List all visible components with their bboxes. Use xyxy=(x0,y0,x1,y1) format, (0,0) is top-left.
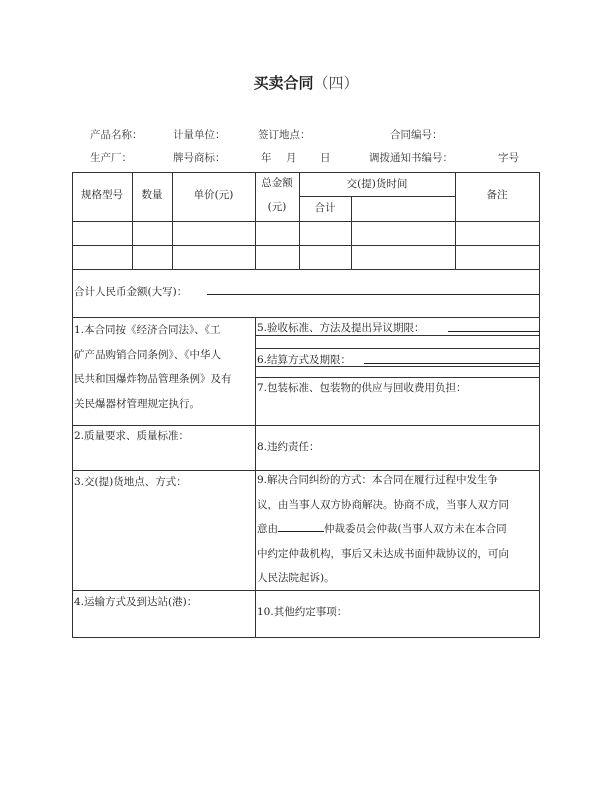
clause-9-line: 中约定仲裁机构，事后又未达成书面仲裁协议的，可向 xyxy=(257,547,509,560)
header-bottom-line xyxy=(72,221,539,222)
clause-5: 5.验收标准、方法及提出异议期限： xyxy=(257,322,425,334)
header-quantity: 数量 xyxy=(141,189,163,201)
clause-6: 6.结算方式及期限： xyxy=(257,354,352,366)
total-rmb-label: 合计人民币金额(大写)： xyxy=(74,286,188,298)
brand-label: 牌号商标： xyxy=(173,152,226,164)
unit-label: 计量单位： xyxy=(173,129,226,141)
clause-1-line: 矿产品购销合同条例》、《中华人 xyxy=(74,348,221,361)
clause-9-text: 意由 xyxy=(257,523,278,535)
clause-8: 8.违约责任： xyxy=(257,441,320,453)
word-no-label: 字号 xyxy=(498,152,519,164)
clause-6-field[interactable] xyxy=(364,363,539,364)
clause-7: 7.包装标准、包装物的供应与回收费用负担： xyxy=(257,382,467,394)
clause-9-line xyxy=(257,517,509,542)
clause-9-line: 9.解决合同纠纷的方式：本合同在履行过程中发生争 xyxy=(257,474,499,486)
header-delivery-time: 交(提)货时间 xyxy=(346,178,408,190)
clause-divider xyxy=(255,317,256,637)
table-border-top xyxy=(72,172,539,173)
header-subtotal: 合计 xyxy=(314,202,336,214)
clause-9 xyxy=(257,468,509,591)
delivery-subheader-line xyxy=(299,196,455,197)
transfer-notice-no-label: 调拨通知书编号： xyxy=(369,152,453,164)
clause-9-line: 议，由当事人双方协商解决。协商不成，当事人双方同 xyxy=(257,498,509,511)
header-total-line2: (元) xyxy=(267,201,287,213)
header-remarks: 备注 xyxy=(486,189,508,201)
total-rmb-field[interactable] xyxy=(207,294,539,295)
table-border-right xyxy=(539,172,540,637)
clause-3: 3.交(提)货地点、方式： xyxy=(74,476,187,488)
clause-2: 2.质量要求、质量标准： xyxy=(74,430,190,442)
month-label: 月 xyxy=(286,152,297,164)
title-main: 买卖合同 xyxy=(253,74,314,92)
clause-10: 10.其他约定事项： xyxy=(257,606,348,618)
section1-bottom-line xyxy=(72,425,539,426)
clause7-top-line xyxy=(255,377,539,378)
table-border-bottom xyxy=(72,637,540,638)
col-line-5 xyxy=(351,196,352,269)
row2-bottom-line xyxy=(72,269,539,270)
clause-1-line: 1.本合同按《经济合同法》、《工 xyxy=(74,324,221,336)
day-label: 日 xyxy=(320,152,331,164)
header-unit-price: 单价(元) xyxy=(193,189,234,201)
clause-1-line: 民共和国爆炸物品管理条例》及有 xyxy=(74,373,232,385)
header-total-line1: 总金额 xyxy=(261,177,293,189)
title-sub: （四） xyxy=(313,74,359,92)
clause5-bottom-line xyxy=(255,335,539,336)
clause-9-line: 人民法院起诉)。 xyxy=(257,572,335,584)
arbitration-committee-field[interactable] xyxy=(278,519,324,532)
table-border-left xyxy=(72,172,73,637)
contract-no-label: 合同编号： xyxy=(390,129,443,141)
sign-place-label: 签订地点： xyxy=(258,129,311,141)
clause6-top-line xyxy=(255,348,539,349)
clause-9-text: 仲裁委员会仲裁(当事人双方未在本合同 xyxy=(324,523,507,535)
clause-5-field[interactable] xyxy=(448,331,539,332)
manufacturer-label: 生产厂： xyxy=(90,152,132,164)
document-title xyxy=(0,72,612,93)
header-spec: 规格型号 xyxy=(81,189,123,201)
row1-bottom-line xyxy=(72,245,539,246)
clause-1-line: 关民爆器材管理规定执行。 xyxy=(74,397,200,410)
product-name-label: 产品名称： xyxy=(90,129,143,141)
year-label: 年 xyxy=(261,152,272,164)
clause-1 xyxy=(74,318,232,416)
clause-4: 4.运输方式及到达站(港)： xyxy=(74,596,198,608)
